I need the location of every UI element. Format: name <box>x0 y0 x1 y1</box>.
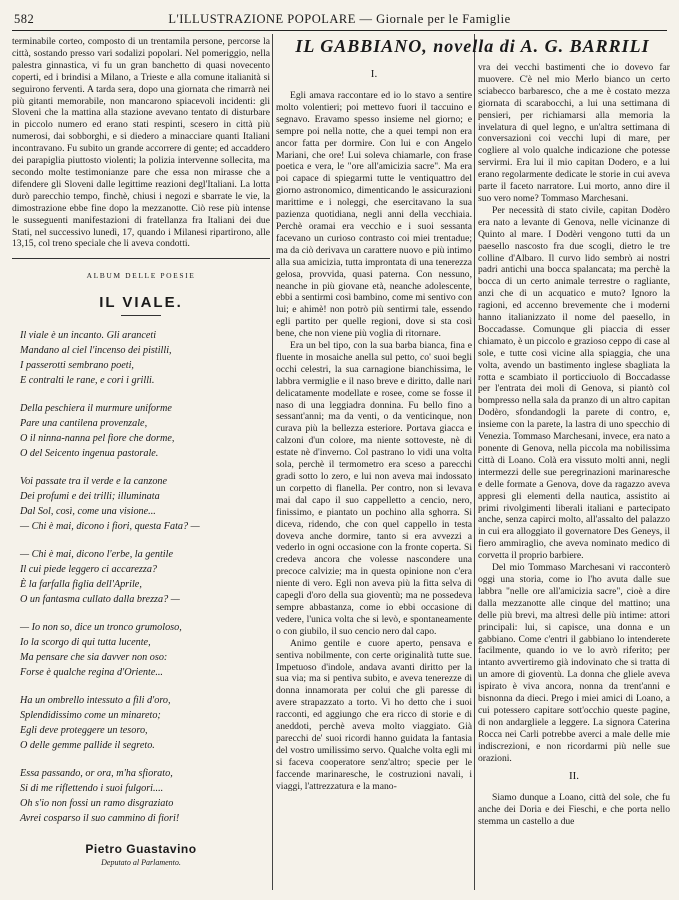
poem-line: Dal Sol, così, come una visione... <box>20 506 156 518</box>
section-divider <box>12 258 270 259</box>
novel-paragraph: Per necessità di stato civile, capitan Dodèro era nato a levante di Genova, nelle vicinanze di Quinto al mare. I Dodèri vengono tutti da un paesello nascosto fra due scogli, dietro le tre colline d'Albaro. Il curvo lido sembrò ai nostri padri antichi una bocca spalancata; ma perchè la bocca di un certo animale terrestre o ragliante, anzi che di un acquatico e muto? Ignoro la ragioni, ed accenno brevemente che i moderni hanno italianizzato il nome del paesello, in Boccadasse. Comunque gli piaccia di esser chiamato, è un piccolo e grazioso ceppo di case al sole, e tutte così vicine alla spiaggia, che una volta, avendo un bastimento inglese sbagliata la rotta e scambiato il porticciuolo di Boccadasse per l'entrata dei moli di Genova, si piantò col bompresso nella sala da pranzo di un altro capitan Dodèro, sfondandogli la parete di contro, e, insieme con la parete, la lastra di uno specchio di Venezia. Tommaso Marchesani, invece, era nato a ponente di Genova, nella piccola ma nobilissima città di Loano. Colà era vissuto molti anni, negli intermezzi delle sue peregrinazioni marinaresche e delle formate a Genova, dove da ragazzo aveva appresi gli elementi della nautica, assistito ai primi rivolgimenti liberali italiani e partecipato anche, senza capirci molto, all'assalto del palazzo in cui era alloggiato il governatore Des Geneys, il fiero ammiraglio, che aveva nominato medico di corvetta il proprio barbiere. <box>478 204 670 562</box>
novel-paragraph: Era un bel tipo, con la sua barba bianca, fina e fluente in mosaiche anella sul petto, co' suoi begli occhi celestri, la sua carnagione bianchissima, le labbra vermiglie e il naso breve e diritto, dalle nari delicatamente modellate e rosee, come se fosse il naso di una leggiadra donnina. Fu bello fino a sessant'anni; ma da venti, o da venticinque, non curava più la bellezza esteriore. Portava giacca e calzoni d'un colore, ma niente sottoveste, nè di estate nè d'inverno. Col pastrano lo vidi una volta sola, perchè il termometro era sceso a parecchi gradi sotto lo zero, e lui non aveva mai indossato un corpetto di flanella. Per contro, non si levava mai dal capo il suo cappelletto a cencio, nero, finissimo, e piantato un pochino alla sghorra. Si diceva, ridendo, che con quel cappello in testa doveva anche dormire, tanto si era avvezzi a vederlo in ogni occasione con la fronte coperta. Si credeva ancora che volesse nascondere una precoce calvizie; ma in questa opinione non c'era niente di vero. Egli non aveva più la fitta selva di capegli d'oro della sua gioventù; ma ne possedeva sempre abbastanza, come io ebbi occasione di vedere, l'unica volta che si levò, e spontaneamente o con giubilo, il suo cencio nero dal capo. <box>276 340 472 637</box>
column-left <box>12 36 270 867</box>
column-divider <box>474 34 475 890</box>
title-rule <box>121 315 161 316</box>
poem-line: O del Seicento ingenua pastorale. <box>20 448 159 460</box>
poem-stanza <box>20 620 270 680</box>
poem-stanza <box>20 547 270 607</box>
page-header <box>12 10 667 31</box>
poem-line: O delle gemme pallide il segreto. <box>20 740 155 752</box>
poem-line: — Io non so, dice un tronco grumoloso, <box>20 622 182 634</box>
novel-text <box>276 90 472 792</box>
page-number: 582 <box>14 12 35 26</box>
poem-stanza <box>20 401 270 461</box>
poem-line: Io la scorgo di qui tutta lucente, <box>20 637 151 649</box>
poem-line: Ha un ombrello intessuto a fili d'oro, <box>20 695 171 707</box>
section-number: I. <box>370 68 378 80</box>
poem-line: Pare una cantilena provenzale, <box>20 418 148 430</box>
poem-author: Pietro Guastavino <box>85 842 197 857</box>
poem-line: O un fantasma cullato dalla brezza? — <box>20 594 180 606</box>
column-right <box>478 62 670 828</box>
poem-line: O il ninna-nanna pel fiore che dorme, <box>20 433 175 445</box>
poem-line: È la farfalla figlia dell'Aprile, <box>20 579 142 591</box>
poem-line: Oh s'io non fossi un ramo disgraziato <box>20 798 174 810</box>
poem-line: Avrei cosparso il suo cammino di fiori! <box>20 813 180 825</box>
poem-line: Dei profumi e dei trilli; illuminata <box>20 491 160 503</box>
journal-title: L'ILLUSTRAZIONE POPOLARE — Giornale per le Famiglie <box>168 12 511 26</box>
poem-line: Si di me riflettendo i suoi fulgori.... <box>20 783 164 795</box>
novel-paragraph: Egli amava raccontare ed io lo stavo a sentire molto volentieri; poi mettevo fuori il taccuino e segnavo. Eravamo spesso insieme nel giorno; e sempre poi nella notte, che a quei tempi non era ancor fatta per dormire. Con lui e con Angelo Mariani, che ore! Lui soleva chiamarle, con frase poetica e vera, le "ore all'amicizia sacre". Ma era poi capace di spiegarmi tutte le ventiquattro del giorno astronomico, dimenticando le assicurazioni marittime e i noleggi, che esercitavano la sua pazienza quotidiana, negli anni della vecchiaia. Perchè oramai era vecchio e i suoi sessanta facevano un curioso contrasto coi miei trentadue; ma da ciò derivava un carattere nuovo e più intimo alla sua amicizia, tutta improntata di una tenerezza gelosa, provvida, quasi paterna. Con nessuno, neanche in più giovane età, neanche adolescente, ebbi a sentirmi così bambino, come mi sentivo con lui; e ahimè! non potrò più sentirmi tale, essendo egli partito per quelle regioni, dove si sta così bene, che non viene più voglia di ritornare. <box>276 90 472 340</box>
novel-paragraph: Del mio Tommaso Marchesani vi racconterò oggi una storia, come io l'ho avuta dalle sue labbra "nelle ore all'amicizia sacre", cioè a dire dalla mezzanotte alle cinque del mattino; una delle più brevi, ma altresì delle più intime: attori principali: lui, si capisce, una donna e un gabbiano. Come c'entri il gabbiano lo intenderete facilmente, quando io ve lo avrò riferito; per intanto avvertiremo già indovinato che si tratta di un amore di gioventù. La donna che gliele aveva ispirato è viva ancora, nonna da trent'anni e bisnonna da dieci. Prego i miei amici di Loano, a cui potessero capitare sott'occhio queste pagine, di non andargliele a leggere. La signora Caterina Rocca nei Carli potrebbe averci a male delle mie indiscrezioni, e non ricordarmi più nelle sue orazioni. <box>478 562 670 764</box>
poem-line: Essa passando, or ora, m'ha sfiorato, <box>20 768 173 780</box>
author-role: Deputato al Parlamento. <box>101 858 181 868</box>
poem-line: E contralti le rane, e cori i grilli. <box>20 375 155 387</box>
novel-paragraph: Animo gentile e cuore aperto, pensava e sentiva nobilmente, con certe originalità tutte sue. Impetuoso d'indole, andava avanti diritto per la sua via; ma si pentiva subito, e aveva tenerezze di donna innamorata per colui che gli paresse di avere strapazzato a torto. Vi ho detto che i suoi racconti, ed aggiungo che era ricco di storie e di aneddoti, perchè aveva molto viaggiato. Già parecchi de' suoi ricordi hanno guidata la fantasia del vostro umilissimo servo. Qualche volta egli mi si faceva cooperatore senz'altro; specie per le faccende marinaresche, le costruzioni navali, i viaggi, l'attrezzatura e la mano- <box>276 637 472 792</box>
news-paragraph: terminabile corteo, composto di un trentamila persone, percorse la città, sostando presso vari sodalizi popolari. Nel pomeriggio, nella palestra ginnastica, vi fu un gran banchetto di quasi novecento coperti, ed i brindisi a Milano, a Trieste e alla comune italianità si seguirono ferventi. A tarda sera, dopo una giornata che rimarrà nei più gitanti memorabile, non mancarono spiacevoli incidenti: gli Sloveni che la mattina alla stazione avevano tentato di disturbare in piccolo numero ed erano stati respinti, scesero in città più numerosi, dai sobborghi, e si diedero a minacciare quanti Italiani incontravano. Fu subito un grande accorrere di gente; ed accaddero dei parapiglia piuttosto violenti; la polizia intervenne sollecita, ma secondo molte testimonianze pare che essa non mirasse che a difendere gli Sloveni dalle legittime reazioni degl'Italiani. La lotta durò parecchio tempo, finchè, chiusi i negozi e sbarrate le vie, la dimostrazione ebbe fine dopo la mezzanotte. Ciò rese più intense le susseguenti manifestazioni di fratellanza fra Italiani dei due Stati, nel successivo lunedì, 17, quando i Milanesi ripartirono, alle 13,15, col treno speciale che li aveva condotti. <box>12 36 270 250</box>
poem-line: Il cui piede leggero ci accarezza? <box>20 564 158 576</box>
poem-stanza <box>20 766 270 826</box>
poem-stanza <box>20 474 270 534</box>
novel-text <box>478 792 670 828</box>
column-middle <box>276 62 472 792</box>
news-article <box>12 36 270 250</box>
poem-line: Egli deve proteggere un tesoro, <box>20 725 148 737</box>
poem-title: IL VIALE. <box>99 294 183 312</box>
novel-text <box>478 62 670 764</box>
poem-line: Mandano al ciel l'incenso dei pistilli, <box>20 345 172 357</box>
poem-line: Splendidissimo come un minareto; <box>20 710 161 722</box>
column-divider <box>272 34 273 890</box>
poem-stanza <box>20 693 270 753</box>
poem-line: Della peschiera il murmure uniforme <box>20 403 172 415</box>
poem-line: Ma pensare che sia davver non oso: <box>20 652 168 664</box>
novel-title: IL GABBIANO, novella di A. G. BARRILI <box>295 36 650 56</box>
poetry-section-label: ALBUM DELLE POESIE <box>86 271 196 281</box>
novel-paragraph: vra dei vecchi bastimenti che io dovevo far muovere. C'è nel mio Merlo bianco un certo sciabecco barbaresco, che a me è costato mezza giornata di scarabocchi, a lui una settimana di pensieri, per richiamarsi alla memoria la invelatura di quel legno, e un'altra settimana di conversazioni coi vecchi lupi di mare, per cogliere al volo qualche indicazione che potesse servirmi. Era lui il mio capitan Dodero, e a lui erano regolarmente dedicate le storie in cui aveva parte il faceto narratore. Lui morto, anno dire il suo vero nome? Tommaso Marchesani. <box>478 62 670 204</box>
poem-line: Forse è qualche regina d'Oriente... <box>20 667 163 679</box>
poem-stanza <box>20 328 270 388</box>
novel-paragraph: Siamo dunque a Loano, città del sole, che fu anche dei Doria e dei Fieschi, e che porta nello stemma un castello a due <box>478 792 670 828</box>
poem-line: Voi passate tra il verde e la canzone <box>20 476 168 488</box>
poem-line: I passerotti sembrano poeti, <box>20 360 134 372</box>
poem-line: — Chi è mai, dicono l'erbe, la gentile <box>20 549 173 561</box>
poem-line: — Chi è mai, dicono i fiori, questa Fata? — <box>20 521 200 533</box>
poem-line: Il viale è un incanto. Gli aranceti <box>20 330 157 342</box>
section-number: II. <box>568 770 580 783</box>
